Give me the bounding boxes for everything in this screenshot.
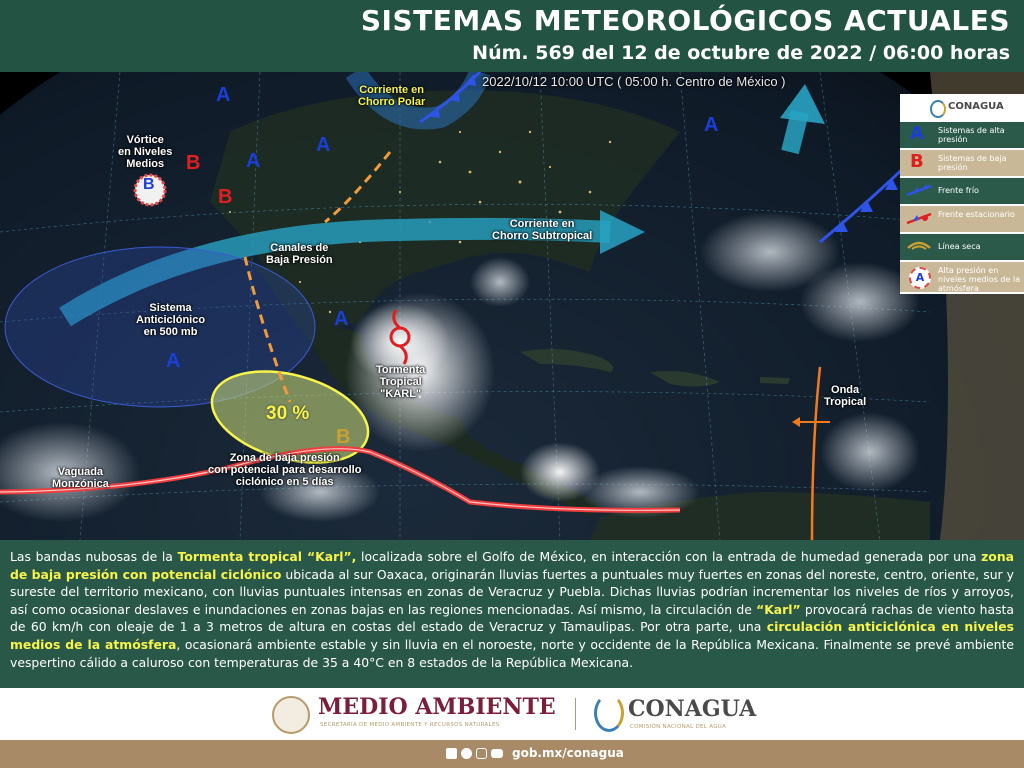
mid-level-high-icon: A [909, 267, 931, 289]
probability-label: 30 % [266, 403, 310, 424]
tropical-wave-label: Onda Tropical [824, 384, 867, 408]
vortex-label: Vórtice en Niveles Medios [118, 134, 173, 170]
legend-label-dry-line: Línea seca [938, 242, 981, 251]
mexico-seal-icon [272, 696, 310, 734]
desc-highlight: “Karl” [756, 601, 801, 617]
desc-text: ubicada al sur Oaxaca, originarán lluvias fuertes a puntuales muy fuertes en zonas del noreste, centro, oriente, sur y sureste del territorio mexicano, con lluvias puntuales intensas en zonas de Veracruz y Puebla. Dichas lluvias podrían incrementar los niveles de ríos y arroyos, así como ocasionar deslaves e inundaciones en zonas bajas en las regiones mencionadas. Así mismo, la circulación de [10, 566, 1014, 617]
legend-item-stationary [900, 206, 1024, 234]
facebook-icon[interactable] [446, 748, 457, 759]
legend-item-high [900, 122, 1024, 150]
high-pressure-symbol: A [316, 134, 331, 156]
legend-logo-text: CONAGUA [948, 101, 1004, 112]
low-pressure-zone-symbol: B [336, 426, 351, 448]
legend-label-mid-high: Alta presión en niveles medios de la atmósfera [938, 266, 1021, 293]
legend-label-stationary: Frente estacionario [938, 210, 1015, 219]
legend-item-cold-front [900, 178, 1024, 206]
legend-item-mid-high [900, 262, 1024, 294]
low-zone-label: Zona de baja presión con potencial para desarrollo ciclónico en 5 días [208, 452, 362, 488]
medio-ambiente-subtitle: SECRETARÍA DE MEDIO AMBIENTE Y RECURSOS NATURALES [320, 722, 500, 728]
conagua-logo-text: CONAGUA [628, 696, 757, 722]
medio-ambiente-logo-text: MEDIO AMBIENTE [318, 694, 556, 720]
footer [0, 740, 1024, 768]
legend-item-low [900, 150, 1024, 178]
low-channels-label: Canales de Baja Presión [266, 242, 333, 266]
instagram-icon[interactable] [476, 748, 487, 759]
header [0, 0, 1024, 72]
conagua-subtitle: COMISIÓN NACIONAL DEL AGUA [630, 724, 727, 730]
anticyclone-label: Sistema Anticiclónico en 500 mb [136, 302, 206, 338]
low-pressure-symbol: B [218, 186, 233, 208]
bulletin-subtitle: Núm. 569 del 12 de octubre de 2022 / 06:00 horas [472, 42, 1010, 64]
page-title: SISTEMAS METEOROLÓGICOS ACTUALES [360, 4, 1010, 37]
low-pressure-icon: B [910, 151, 924, 172]
high-pressure-symbol: A [166, 350, 181, 372]
legend-label-low: Sistemas de baja presión [938, 154, 1007, 172]
desc-text: provocará rachas de viento hasta de 60 km/h con oleaje de 1 a 3 metros de altura en costas del estado de Veracruz y Tamaulipas. Por otra parte, una [10, 601, 1014, 635]
monsoon-label: Vaguada Monzónica [52, 466, 109, 490]
cold-front-icon [906, 184, 932, 196]
storm-label: Tormenta Tropical "KARL" [376, 364, 426, 400]
high-pressure-symbol: A [704, 114, 719, 136]
conagua-logo-icon [594, 694, 624, 732]
stationary-front-icon [906, 212, 932, 224]
high-pressure-symbol: A [334, 308, 349, 330]
high-pressure-icon: A [910, 123, 924, 144]
legend-item-dry-line [900, 234, 1024, 262]
twitter-icon[interactable] [461, 748, 472, 759]
logo-divider [575, 698, 576, 730]
desc-text: Las bandas nubosas de la [10, 549, 178, 564]
footer-url-link[interactable]: gob.mx/conagua [512, 746, 624, 760]
desc-highlight: circulación anticiclónica en niveles medios de la atmósfera [10, 619, 1015, 652]
satellite-timestamp: 2022/10/12 10:00 UTC ( 05:00 h. Centro de México ) [482, 74, 786, 89]
desc-text: , ocasionará ambiente estable y sin lluvia en el noroeste, norte y occidente de la República Mexicana. Finalmente se prevé ambiente vespertino cálido a caluroso con temperaturas de 35 a 40°C en 8 estados de la República Mexicana. [10, 636, 1014, 670]
satellite-map [0, 72, 1024, 540]
legend-label-high: Sistemas de alta presión [938, 126, 1005, 144]
bulletin-description [0, 540, 1024, 688]
conagua-small-logo-icon [930, 100, 946, 118]
description-paragraph [10, 548, 1014, 671]
legend-logo [900, 94, 1024, 122]
youtube-icon[interactable] [491, 749, 503, 758]
high-pressure-symbol: A [216, 84, 231, 106]
legend-label-cold-front: Frente frío [938, 186, 979, 195]
desc-text: localizada sobre el Golfo de México, en interacción con la entrada de humedad generada por una [356, 549, 982, 564]
high-pressure-symbol: A [246, 150, 261, 172]
low-pressure-symbol: B [186, 152, 201, 174]
desc-highlight: zona de baja presión con potencial ciclónico [10, 549, 1015, 582]
map-legend [900, 94, 1024, 294]
subtropical-jet-label: Corriente en Chorro Subtropical [492, 218, 593, 242]
polar-jet-label: Corriente en Chorro Polar [358, 84, 426, 108]
vortex-symbol: B [143, 176, 155, 193]
logos-bar [0, 688, 1024, 740]
desc-highlight: Tormenta tropical “Karl”, [177, 549, 357, 564]
dry-line-icon [906, 240, 932, 252]
